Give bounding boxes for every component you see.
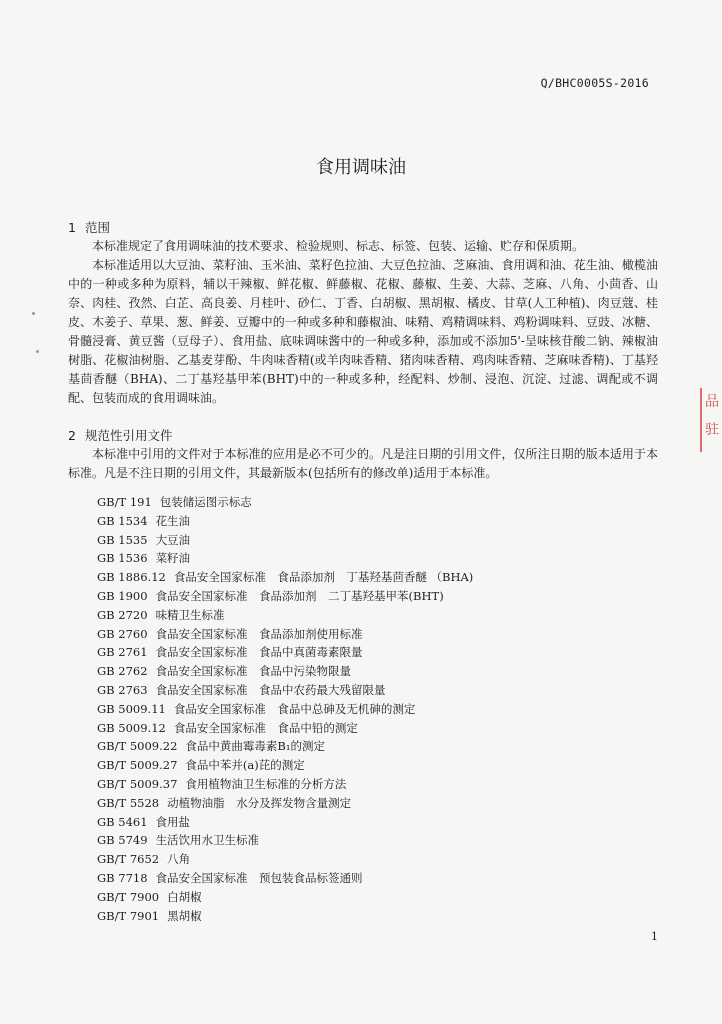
reference-item bbox=[97, 869, 473, 888]
reference-name: 食品安全国家标准 食品添加剂使用标准 bbox=[155, 626, 363, 641]
reference-item bbox=[97, 681, 473, 700]
reference-item bbox=[97, 662, 473, 681]
seal-stamp bbox=[700, 388, 722, 452]
reference-code: GB 1534 bbox=[97, 513, 148, 528]
reference-code: GB/T 7901 bbox=[97, 908, 160, 923]
reference-name: 食品安全国家标准 食品中总砷及无机砷的测定 bbox=[173, 701, 416, 716]
reference-item bbox=[97, 719, 473, 738]
reference-item bbox=[97, 775, 473, 794]
reference-code: GB 2720 bbox=[97, 607, 148, 622]
reference-item bbox=[97, 700, 473, 719]
reference-code: GB/T 7652 bbox=[97, 852, 160, 867]
reference-name: 动植物油脂 水分及挥发物含量测定 bbox=[167, 795, 352, 810]
reference-name: 食用植物油卫生标准的分析方法 bbox=[185, 776, 347, 791]
reference-name: 包装储运图示标志 bbox=[159, 495, 252, 509]
reference-code: GB/T 5528 bbox=[97, 795, 160, 810]
scan-speck bbox=[32, 312, 35, 315]
document-code: Q/BHC0005S-2016 bbox=[540, 76, 649, 90]
reference-code: GB/T 7900 bbox=[97, 889, 160, 904]
reference-code: GB 5009.11 bbox=[97, 701, 166, 716]
reference-name: 花生油 bbox=[155, 513, 191, 528]
reference-item bbox=[97, 888, 473, 907]
section-1-heading bbox=[68, 218, 110, 236]
section-number: 2 bbox=[68, 428, 76, 443]
reference-code: GB 1886.12 bbox=[97, 570, 166, 585]
reference-code: GB/T 191 bbox=[97, 495, 152, 509]
reference-name: 食品安全国家标准 食品中真菌毒素限量 bbox=[155, 645, 363, 660]
reference-code: GB 5461 bbox=[97, 814, 148, 829]
reference-item bbox=[97, 756, 473, 775]
reference-code: GB/T 5009.27 bbox=[97, 758, 178, 773]
reference-name: 食品安全国家标准 食品添加剂 丁基羟基茴香醚 （BHA) bbox=[173, 570, 474, 585]
reference-name: 大豆油 bbox=[155, 532, 191, 547]
reference-code: GB 2762 bbox=[97, 664, 148, 679]
reference-item bbox=[97, 568, 473, 587]
section-title: 范围 bbox=[85, 220, 111, 235]
reference-name: 食品安全国家标准 食品添加剂 二丁基羟基甲苯(BHT) bbox=[155, 588, 444, 603]
reference-name: 食品安全国家标准 预包装食品标签通则 bbox=[155, 870, 363, 885]
reference-item bbox=[97, 587, 473, 606]
reference-item bbox=[97, 606, 473, 625]
reference-item bbox=[97, 850, 473, 869]
reference-code: GB 2760 bbox=[97, 626, 148, 641]
reference-name: 生活饮用水卫生标准 bbox=[155, 833, 260, 848]
reference-name: 食品安全国家标准 食品中农药最大残留限量 bbox=[155, 682, 386, 697]
scope-paragraph-1: 本标准规定了食用调味油的技术要求、检验规则、标志、标签、包装、运输、贮存和保质期。 bbox=[92, 239, 585, 253]
page-number: 1 bbox=[651, 930, 658, 943]
reference-item bbox=[97, 831, 473, 850]
section-title: 规范性引用文件 bbox=[85, 428, 173, 443]
reference-list bbox=[97, 493, 473, 925]
reference-code: GB 1900 bbox=[97, 588, 148, 603]
reference-item bbox=[97, 737, 473, 756]
reference-item bbox=[97, 512, 473, 531]
reference-code: GB 2763 bbox=[97, 682, 148, 697]
reference-name: 食品中黄曲霉毒素B₁的测定 bbox=[185, 739, 325, 754]
reference-item bbox=[97, 531, 473, 550]
reference-code: GB 1536 bbox=[97, 551, 148, 566]
reference-item bbox=[97, 907, 473, 926]
stamp-char: 品 bbox=[705, 394, 719, 410]
reference-name: 味精卫生标准 bbox=[155, 607, 225, 622]
section-number: 1 bbox=[68, 220, 76, 235]
stamp-char: 驻 bbox=[705, 422, 719, 438]
reference-item bbox=[97, 794, 473, 813]
reference-name: 白胡椒 bbox=[167, 889, 202, 904]
section-1-body bbox=[68, 237, 658, 408]
reference-code: GB 5749 bbox=[97, 833, 148, 848]
reference-name: 食品安全国家标准 食品中铅的测定 bbox=[173, 720, 358, 735]
reference-name: 食用盐 bbox=[155, 814, 191, 829]
reference-name: 黑胡椒 bbox=[167, 908, 202, 923]
reference-code: GB 5009.12 bbox=[97, 720, 166, 735]
reference-code: GB/T 5009.22 bbox=[97, 739, 178, 754]
section-2-heading bbox=[68, 426, 173, 444]
references-paragraph: 本标准中引用的文件对于本标准的应用是必不可少的。凡是注日期的引用文件，仅所注日期的版本适用于本标准。凡是不注日期的引用文件，其最新版本(包括所有的修改单)适用于本标准。 bbox=[68, 447, 658, 480]
reference-item bbox=[97, 813, 473, 832]
reference-name: 食品中苯并(a)芘的测定 bbox=[185, 758, 305, 773]
reference-name: 菜籽油 bbox=[155, 551, 191, 566]
scan-speck bbox=[36, 350, 39, 353]
reference-item bbox=[97, 549, 473, 568]
reference-code: GB 1535 bbox=[97, 532, 148, 547]
section-2-body bbox=[68, 445, 658, 483]
reference-code: GB 2761 bbox=[97, 645, 148, 660]
reference-item bbox=[97, 625, 473, 644]
reference-code: GB 7718 bbox=[97, 870, 148, 885]
reference-code: GB/T 5009.37 bbox=[97, 776, 178, 791]
document-title: 食用调味油 bbox=[316, 157, 406, 178]
scope-paragraph-2: 本标准适用以大豆油、菜籽油、玉米油、菜籽色拉油、大豆色拉油、芝麻油、食用调和油、花生油、橄榄油中的一种或多种为原料，辅以干辣椒、鲜花椒、鲜藤椒、花椒、藤椒、生姜、大蒜、芝麻、八角、小茴香、山奈、肉桂、孜然、白芷、高良姜、月桂叶、砂仁、丁香、白胡椒、黑胡椒、橘皮、甘草(人工种植)、肉豆蔻、桂皮、木姜子、草果、葱、鲜姜、豆瓣中的一种或多种和藤椒油、味精、鸡精调味料、鸡粉调味料、豆豉、冰糖、骨髓浸膏、黄豆酱（豆母子）、食用盐、底味调味酱中的一种或多种，添加或不添加5'-呈味核苷酸二钠、辣椒油树脂、花椒油树脂、乙基麦芽酚、牛肉味香精(或羊肉味香精、猪肉味香精、鸡肉味香精、芝麻味香精)、丁基羟基茴香醚（BHA)、二丁基羟基甲苯(BHT)中的一种或多种，经配料、炒制、浸泡、沉淀、过滤、调配或不调配、包装而成的食用调味油。 bbox=[68, 258, 658, 405]
reference-item bbox=[97, 643, 473, 662]
reference-name: 八角 bbox=[167, 852, 191, 867]
reference-name: 食品安全国家标准 食品中污染物限量 bbox=[155, 664, 352, 679]
reference-item bbox=[97, 493, 473, 512]
